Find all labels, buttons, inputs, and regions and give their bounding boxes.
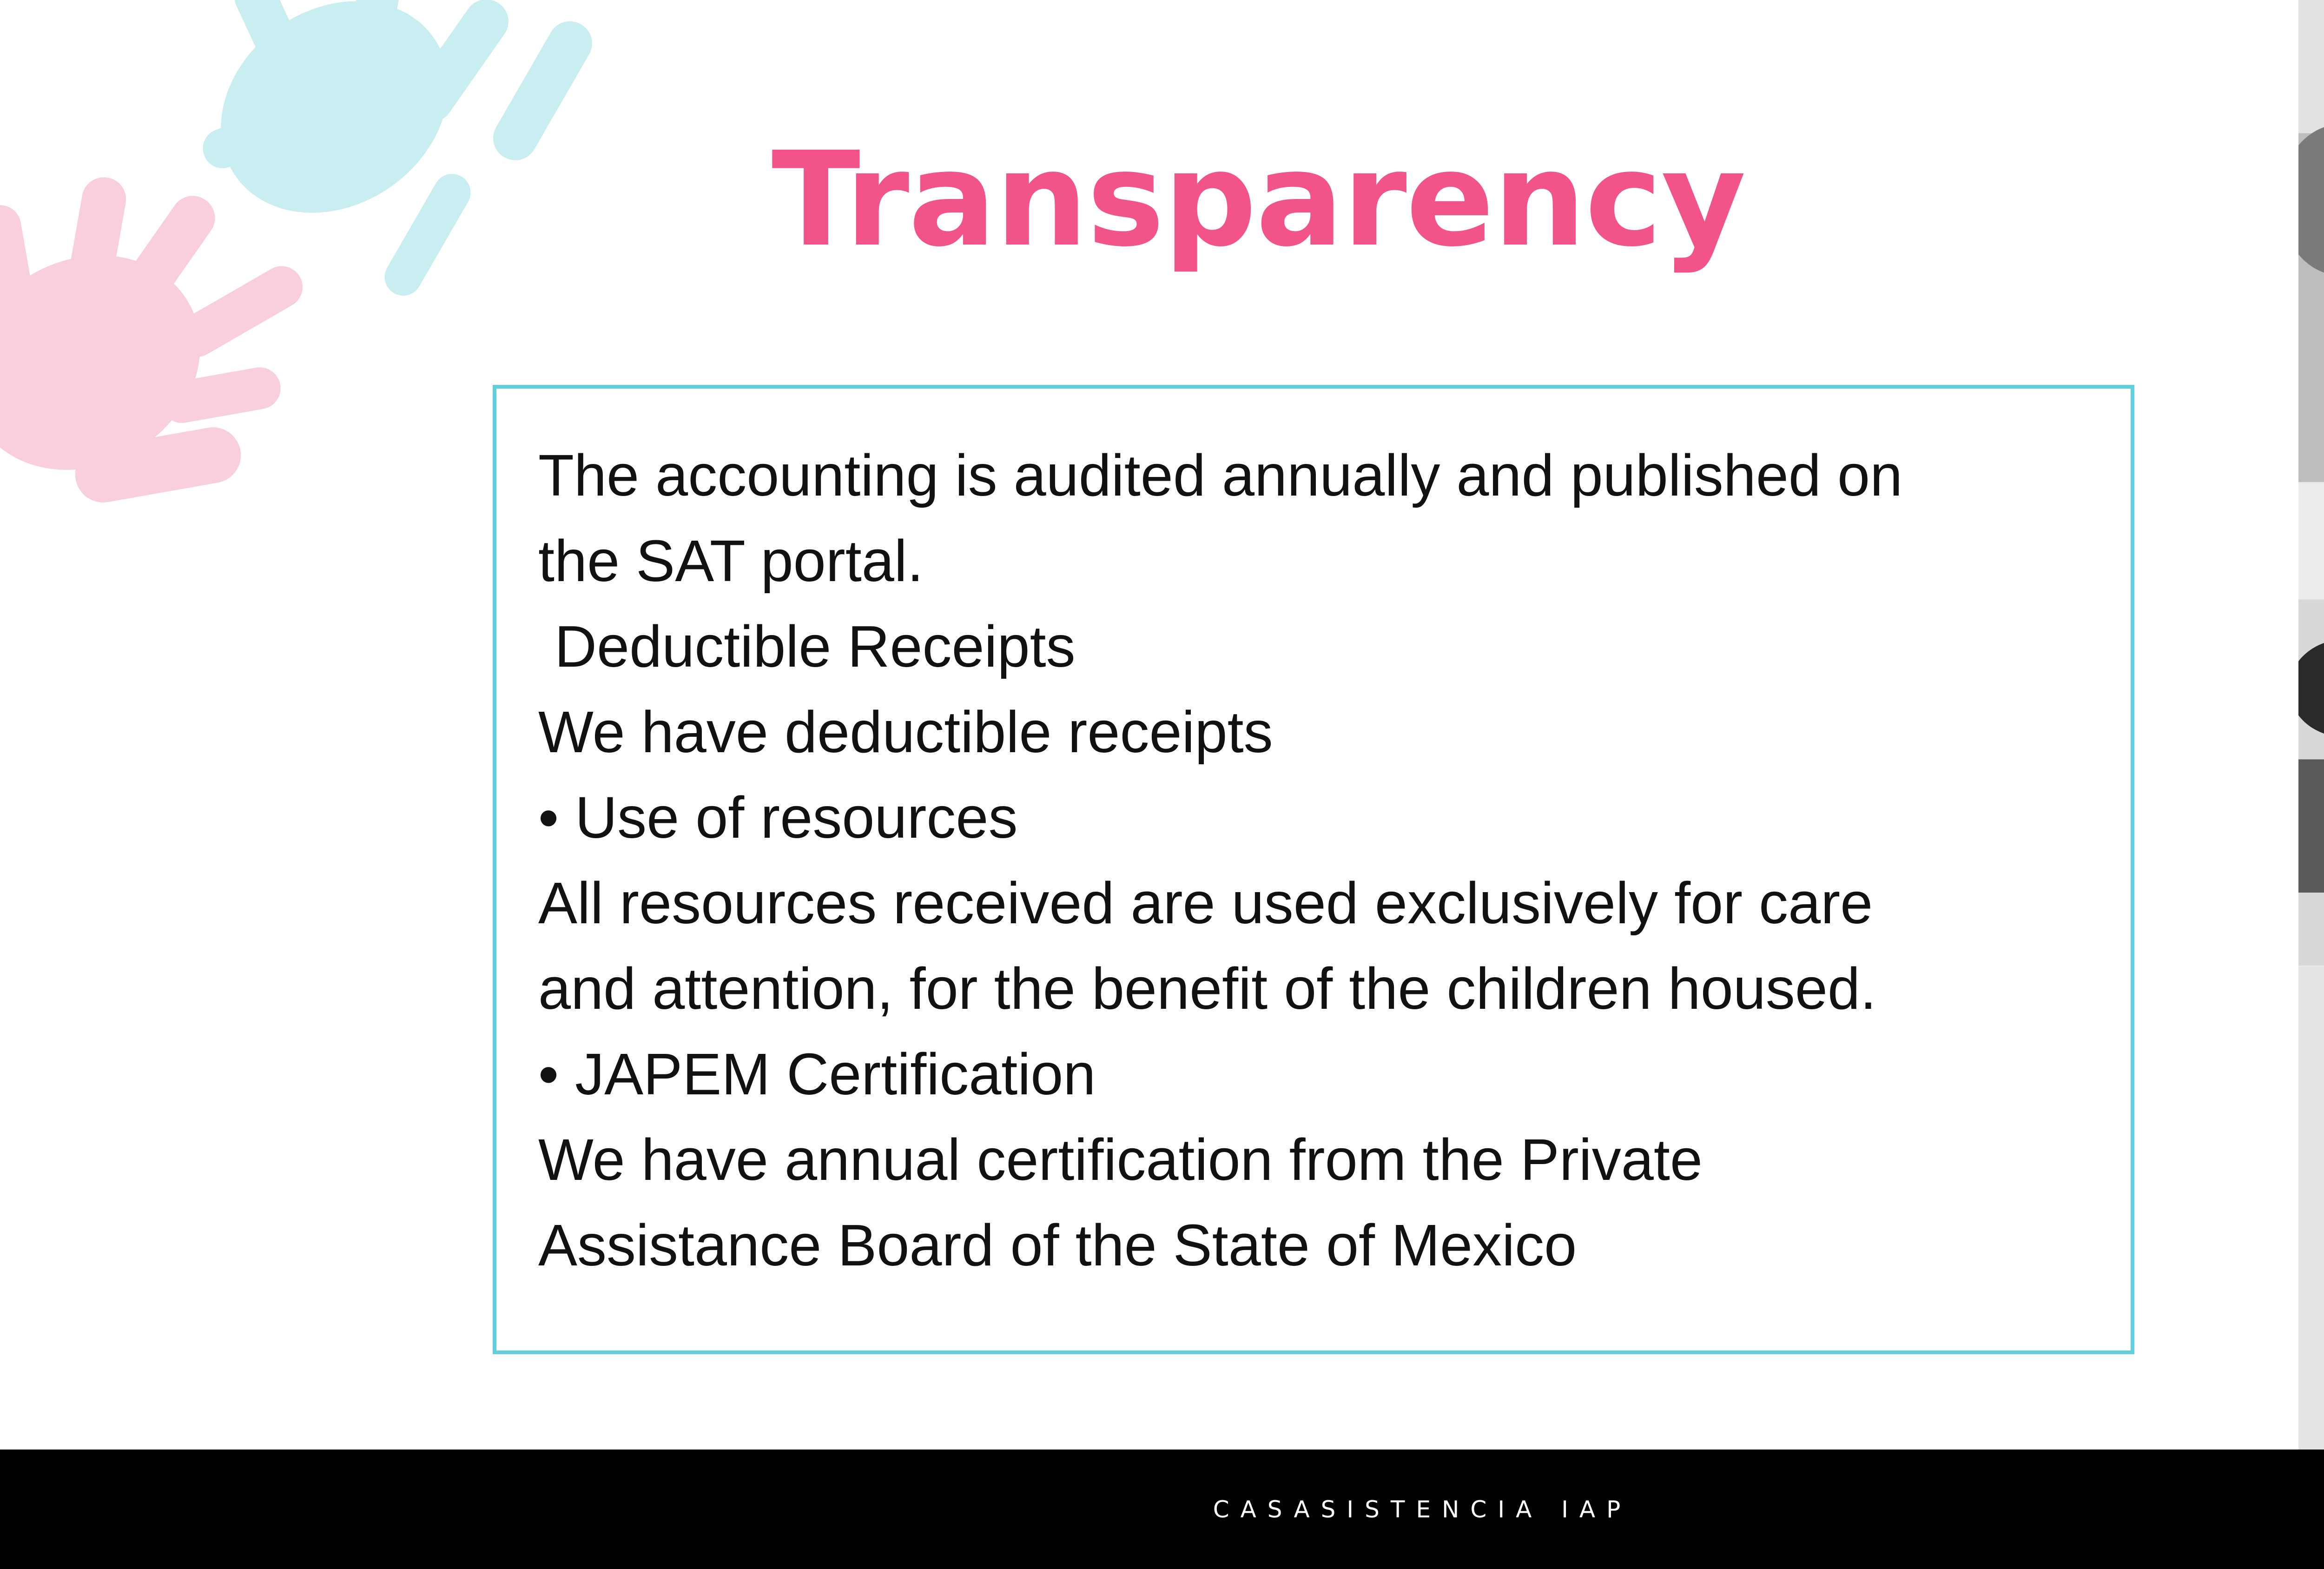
content-line: Deductible Receipts [538,614,1076,679]
content-line: • JAPEM Certification [538,1041,1096,1107]
content-line: and attention, for the benefit of the children housed. [538,956,1877,1021]
content-line: • Use of resources [538,785,1018,850]
slide-title: Transparency [772,124,1745,276]
content-box [493,385,2134,1354]
content-line: All resources received are used exclusively for care [538,870,1873,936]
photo-strip [2298,0,2324,1450]
blue-hand-icon [180,0,600,303]
content-line: The accounting is audited annually and published on [538,443,1903,508]
content-line: We have deductible receipts [538,699,1273,765]
content-line: Assistance Board of the State of Mexico [538,1212,1577,1278]
content-line: We have annual certification from the Private [538,1127,1703,1192]
footer-organization-name: CASASISTENCIA IAP [1213,1496,1632,1523]
pink-hand-icon [0,174,310,512]
photo-classroom [2298,484,2324,966]
footer-bar [0,1450,2324,1569]
photo-children-sunglasses [2298,0,2324,482]
content-line: the SAT portal. [538,528,924,594]
photo-woman-hugging-child [2298,967,2324,1450]
